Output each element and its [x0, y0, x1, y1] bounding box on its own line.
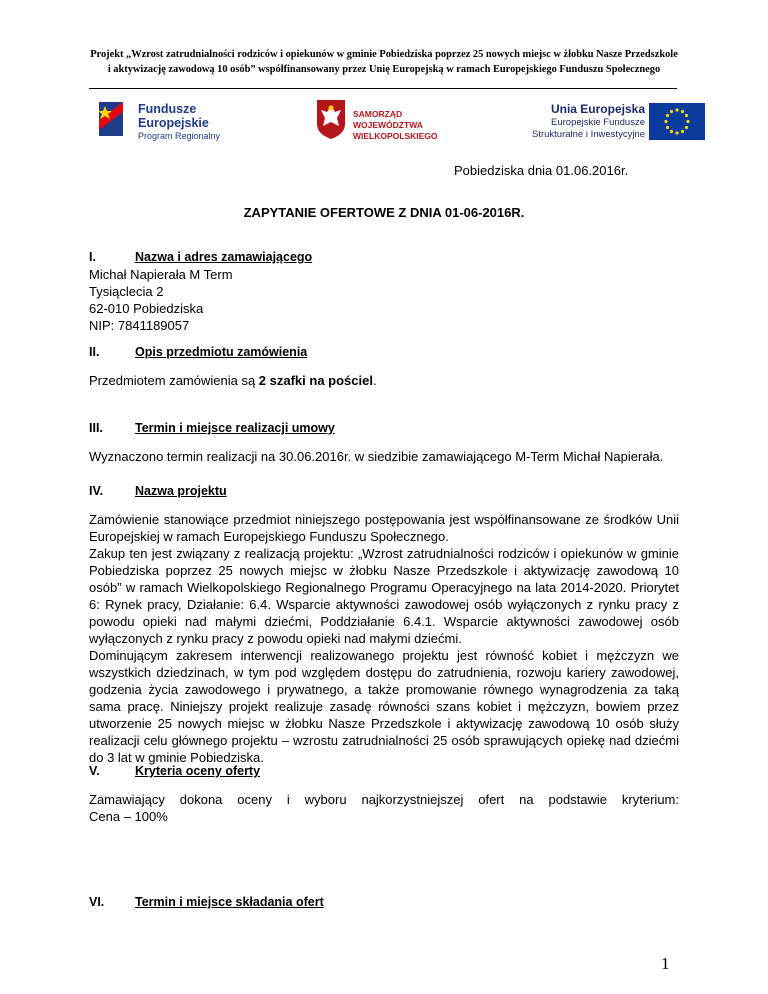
section-5-heading [89, 764, 689, 782]
funding-logos-bar [95, 96, 705, 146]
section-number: III. [89, 421, 103, 435]
document-title: ZAPYTANIE OFERTOWE Z DNIA 01-06-2016R. [243, 205, 525, 220]
eu-flag-icon [649, 103, 705, 140]
evaluation-criteria [89, 791, 679, 825]
header-divider [89, 88, 677, 89]
section-title: Kryteria oceny oferty [135, 764, 261, 778]
samorzad-wielkopolski-logo [311, 96, 471, 146]
ue-line-3: Strukturalne i Inwestycyjne [532, 129, 645, 140]
project-paragraph-1: Zamówienie stanowiące przedmiot niniejszego postępowania jest współfinansowane ze środków Unii Europejskiej w ramach Europejskiego Funduszu Społecznego. [89, 512, 679, 544]
section-number: VI. [89, 895, 105, 909]
realization-term: Wyznaczono termin realizacji na 30.06.2016r. w siedzibie zamawiającego M-Term Michał Napierała. [89, 449, 664, 464]
order-subject-item: 2 szafki na pościel [258, 373, 373, 388]
page-number: 1 [661, 954, 670, 973]
ue-line-1: Unia Europejska [550, 102, 645, 116]
project-paragraph-3: Dominującym zakresem interwencji realizowanego projektu jest równość kobiet i mężczyzn we wszystkich dziedzinach, w tym pod względem dostępu do zatrudnienia, rozwoju kariery zawodowej, godzenia życia zawodowego i prywatnego, a także promowanie równego wynagrodzenia za taką sama pracę. Niniejszy projekt realizuje zasadę równości szans kobiet i mężczyzn, bowiem przez utworzenie 25 nowych miejsc w żłobku Nasze Przedszkole i aktywizację zawodową 10 osób służy realizacji celu głównego projektu – wzrostu zatrudnialności 25 osób sprawujących opiekę nad dziećmi do 3 lat w gminie Pobiedziska. [89, 648, 679, 765]
project-header-note [60, 47, 708, 77]
unia-europejska-logo [515, 96, 705, 146]
ordering-party-city: 62-010 Pobiedziska [89, 301, 204, 316]
criteria-line-1: Zamawiający dokona oceny i wyboru najkorzystniejszej ofert na podstawie kryterium: [89, 792, 679, 807]
ordering-party-address [89, 266, 679, 334]
project-header-line-1: Projekt „Wzrost zatrudnialności rodziców i opiekunów w gminie Pobiedziska poprzez 25 nowych miejsc w żłobku Nasze Przedszkole [90, 49, 678, 60]
project-header-line-2: i aktywizację zawodową 10 osób” współfinansowany przez Unię Europejską w ramach Europejskiego Funduszu Społecznego [107, 64, 661, 75]
fe-line-2: Europejskie [138, 116, 209, 130]
fe-line-1: Fundusze [138, 102, 197, 116]
project-paragraph-2: Zakup ten jest związany z realizacją projektu: „Wzrost zatrudnialności rodziców i opiekunów w gminie Pobiedziska poprzez 25 nowych miejsc w żłobku Nasze Przedszkole i aktywizację zawodową 10 osób” w ramach Wielkopolskiego Regionalnego Programu Operacyjnego na lata 2014-2020. Priorytet 6: Rynek pracy, Działanie: 6.4. Wsparcie aktywności zawodowej osób wyłączonych z rynku pracy z powodu opieki nad małymi dziećmi, Poddziałanie 6.4.1. Wsparcie aktywności zawodowej osób wyłączonych z rynku pracy z powodu opieki nad małymi dziećmi. [89, 546, 679, 646]
eagle-crest-icon [315, 98, 347, 140]
section-number: II. [89, 345, 100, 359]
section-title: Nazwa projektu [135, 484, 227, 498]
order-subject-prefix: Przedmiotem zamówienia są [89, 373, 259, 388]
section-title: Termin i miejsce realizacji umowy [135, 421, 335, 435]
section-4-heading [89, 484, 689, 502]
wlkp-line-1: SAMORZĄD WOJEWÓDZTWA [353, 109, 423, 130]
order-subject-suffix: . [372, 373, 377, 388]
fundusze-europejskie-logo [95, 96, 295, 146]
section-number: V. [89, 764, 100, 778]
fe-line-3: Program Regionalny [138, 131, 221, 141]
section-6-heading [89, 895, 689, 913]
wlkp-line-2: WIELKOPOLSKIEGO [353, 131, 438, 141]
section-2-heading [89, 345, 689, 363]
criteria-line-2: Cena – 100% [89, 809, 168, 824]
ordering-party-nip: NIP: 7841189057 [89, 318, 190, 333]
section-title: Opis przedmiotu zamówienia [135, 345, 308, 359]
section-3-heading [89, 421, 689, 439]
project-description [89, 511, 679, 766]
ordering-party-street: Tysiąclecia 2 [89, 284, 164, 299]
ue-line-2: Europejskie Fundusze [551, 117, 645, 128]
fundusze-europejskie-star-icon [95, 100, 127, 138]
ordering-party-name: Michał Napierała M Term [89, 267, 233, 282]
section-title: Termin i miejsce składania ofert [135, 895, 324, 909]
document-date: Pobiedziska dnia 01.06.2016r. [454, 163, 629, 178]
section-title: Nazwa i adres zamawiającego [135, 250, 313, 264]
section-number: IV. [89, 484, 104, 498]
order-subject [89, 372, 679, 389]
section-number: I. [89, 250, 96, 264]
